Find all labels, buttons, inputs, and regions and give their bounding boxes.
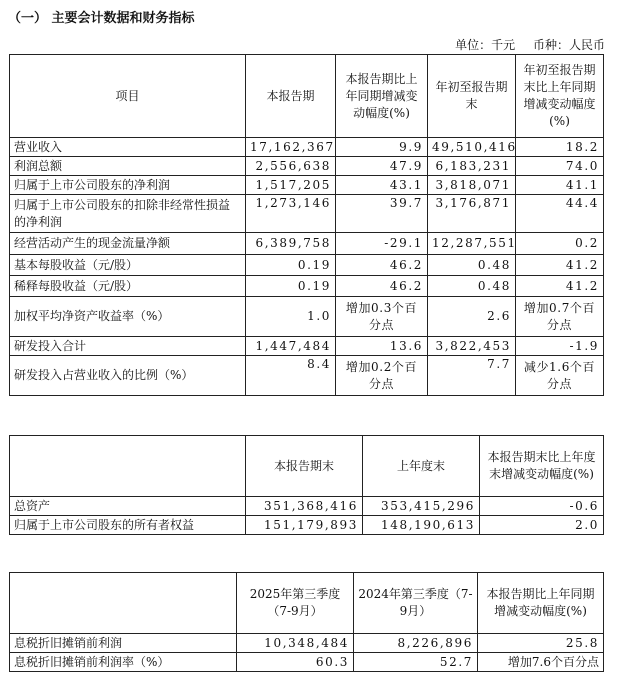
row-item: 归属于上市公司股东的所有者权益 [10, 516, 246, 535]
balance-table [9, 435, 604, 535]
row-yoy: 增加0.3个百分点 [336, 297, 428, 337]
row-item: 利润总额 [10, 157, 246, 176]
header-prior: 上年度末 [363, 436, 480, 497]
row-q3-2024: 8,226,896 [354, 634, 478, 653]
row-yoy: 13.6 [336, 337, 428, 356]
row-q3-2025: 10,348,484 [237, 634, 354, 653]
row-item: 基本每股收益（元/股） [10, 255, 246, 276]
header-ytd-yoy: 年初至报告期末比上年同期增减变动幅度(%) [516, 55, 604, 138]
row-current: 1,273,146 [246, 195, 336, 233]
row-yoy: 43.1 [336, 176, 428, 195]
ebitda-table [9, 572, 604, 672]
header-change: 本报告期末比上年度末增减变动幅度(%) [480, 436, 604, 497]
table-row [10, 157, 604, 176]
row-yoy: 39.7 [336, 195, 428, 233]
row-current: 1.0 [246, 297, 336, 337]
row-q3-2024: 52.7 [354, 653, 478, 672]
header-item [10, 436, 246, 497]
table-row [10, 276, 604, 297]
row-current: 0.19 [246, 276, 336, 297]
header-item [10, 573, 237, 634]
table-row [10, 297, 604, 337]
row-yoy: 增加0.2个百分点 [336, 356, 428, 396]
row-ytd-yoy: 减少1.6个百分点 [516, 356, 604, 396]
row-ytd-yoy: 41.1 [516, 176, 604, 195]
table-row [10, 255, 604, 276]
row-yoy: 46.2 [336, 255, 428, 276]
row-q3-2025: 60.3 [237, 653, 354, 672]
row-current: 1,517,205 [246, 176, 336, 195]
header-change: 本报告期比上年同期增减变动幅度(%) [478, 573, 604, 634]
currency-label: 币种：人民币 [532, 38, 605, 52]
row-current: 151,179,893 [246, 516, 363, 535]
row-ytd: 2.6 [428, 297, 516, 337]
row-item: 息税折旧摊销前利润率（%） [10, 653, 237, 672]
row-ytd: 0.48 [428, 276, 516, 297]
row-current: 6,389,758 [246, 233, 336, 255]
row-ytd: 7.7 [428, 356, 516, 396]
table-header-row [10, 436, 604, 497]
row-current: 8.4 [246, 356, 336, 396]
row-current: 1,447,484 [246, 337, 336, 356]
table-row [10, 233, 604, 255]
row-item: 研发投入合计 [10, 337, 246, 356]
row-yoy: 47.9 [336, 157, 428, 176]
table-row [10, 497, 604, 516]
row-ytd: 3,176,871 [428, 195, 516, 233]
header-current: 本报告期末 [246, 436, 363, 497]
row-ytd-yoy: 41.2 [516, 255, 604, 276]
row-item: 总资产 [10, 497, 246, 516]
row-ytd: 12,287,551 [428, 233, 516, 255]
row-change: -0.6 [480, 497, 604, 516]
header-q3-2024: 2024年第三季度（7-9月） [354, 573, 478, 634]
unit-line [455, 36, 605, 53]
row-yoy: -29.1 [336, 233, 428, 255]
header-ytd: 年初至报告期末 [428, 55, 516, 138]
row-item: 息税折旧摊销前利润 [10, 634, 237, 653]
row-item: 研发投入占营业收入的比例（%） [10, 356, 246, 396]
row-ytd-yoy: 0.2 [516, 233, 604, 255]
row-ytd-yoy: 44.4 [516, 195, 604, 233]
row-item: 归属于上市公司股东的净利润 [10, 176, 246, 195]
row-change: 2.0 [480, 516, 604, 535]
row-item: 稀释每股收益（元/股） [10, 276, 246, 297]
row-ytd-yoy: 74.0 [516, 157, 604, 176]
row-prior: 148,190,613 [363, 516, 480, 535]
key-financial-table [9, 54, 604, 396]
header-current: 本报告期 [246, 55, 336, 138]
row-current: 0.19 [246, 255, 336, 276]
table-row [10, 653, 604, 672]
table-row [10, 634, 604, 653]
row-current: 2,556,638 [246, 157, 336, 176]
row-item: 营业收入 [10, 138, 246, 157]
table-row [10, 516, 604, 535]
section-title: （一） 主要会计数据和财务指标 [8, 11, 195, 26]
row-ytd-yoy: 增加0.7个百分点 [516, 297, 604, 337]
row-item: 归属于上市公司股东的扣除非经常性损益的净利润 [10, 195, 246, 233]
header-q3-2025: 2025年第三季度（7-9月） [237, 573, 354, 634]
row-current: 17,162,367 [246, 138, 336, 157]
row-yoy: 9.9 [336, 138, 428, 157]
table-row [10, 195, 604, 233]
row-item: 经营活动产生的现金流量净额 [10, 233, 246, 255]
table-row [10, 337, 604, 356]
table-row [10, 176, 604, 195]
table-header-row [10, 55, 604, 138]
row-ytd: 3,818,071 [428, 176, 516, 195]
row-change: 增加7.6个百分点 [478, 653, 604, 672]
table-row [10, 356, 604, 396]
row-item: 加权平均净资产收益率（%） [10, 297, 246, 337]
row-ytd-yoy: 18.2 [516, 138, 604, 157]
row-yoy: 46.2 [336, 276, 428, 297]
row-ytd: 49,510,416 [428, 138, 516, 157]
row-change: 25.8 [478, 634, 604, 653]
table-row [10, 138, 604, 157]
row-ytd: 3,822,453 [428, 337, 516, 356]
row-ytd-yoy: -1.9 [516, 337, 604, 356]
row-prior: 353,415,296 [363, 497, 480, 516]
row-current: 351,368,416 [246, 497, 363, 516]
table-header-row [10, 573, 604, 634]
header-item: 项目 [10, 55, 246, 138]
unit-label: 单位：千元 [455, 38, 516, 52]
row-ytd: 6,183,231 [428, 157, 516, 176]
header-yoy: 本报告期比上年同期增减变动幅度(%) [336, 55, 428, 138]
row-ytd: 0.48 [428, 255, 516, 276]
row-ytd-yoy: 41.2 [516, 276, 604, 297]
